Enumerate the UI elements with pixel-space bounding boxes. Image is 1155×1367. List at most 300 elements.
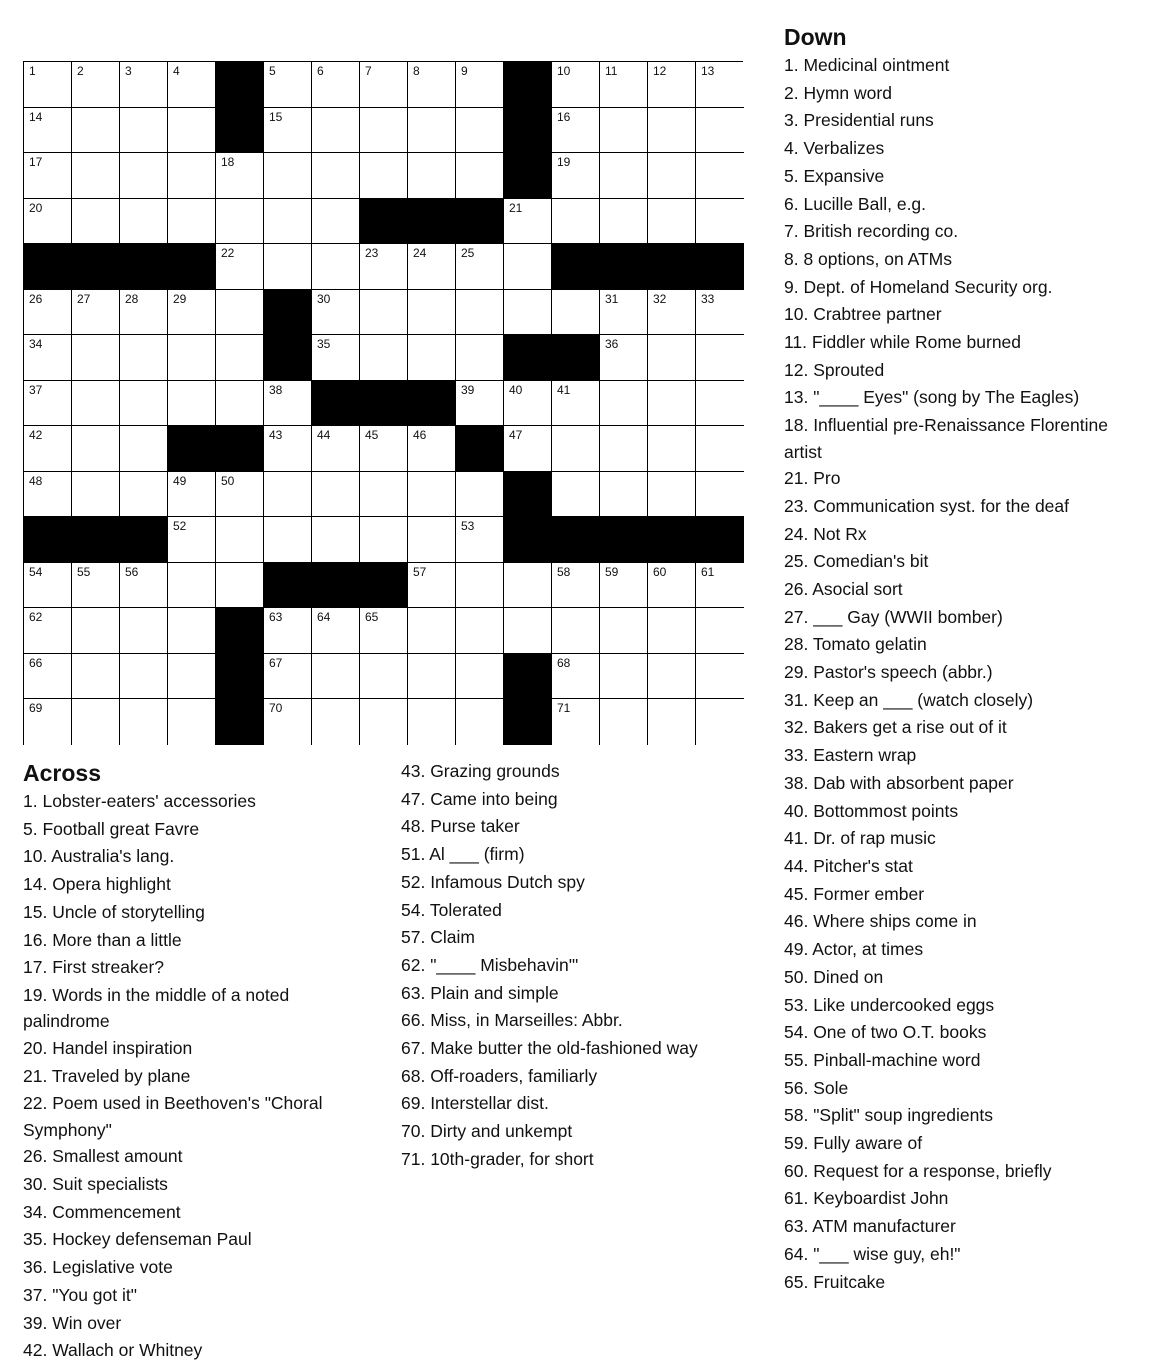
across-clue[interactable]: 16. More than a little [23,929,182,950]
grid-cell[interactable] [504,381,552,427]
down-clue[interactable]: 27. ___ Gay (WWII bomber) [784,606,1003,627]
grid-cell[interactable] [168,517,216,563]
down-clue[interactable]: 41. Dr. of rap music [784,828,936,849]
grid-cell[interactable] [120,62,168,108]
grid-cell[interactable] [120,335,168,381]
grid-cell[interactable] [456,608,504,654]
grid-cell[interactable] [264,472,312,518]
grid-cell[interactable] [456,563,504,609]
grid-cell[interactable] [408,426,456,472]
grid-cell[interactable] [552,699,600,745]
across-clue[interactable]: 48. Purse taker [401,816,520,837]
across-clue[interactable]: 43. Grazing grounds [401,761,560,781]
grid-cell[interactable] [504,199,552,245]
grid-cell[interactable] [552,426,600,472]
grid-cell[interactable] [456,108,504,154]
cell-number: 6 [317,64,324,78]
grid-cell[interactable] [168,108,216,154]
grid-block [72,517,120,563]
across-clue[interactable]: 66. Miss, in Marseilles: Abbr. [401,1010,623,1031]
cell-number: 17 [29,155,43,170]
grid-cell[interactable] [216,290,264,336]
grid-cell[interactable] [648,472,696,518]
grid-block [168,426,216,472]
grid-cell[interactable] [456,153,504,199]
across-clue[interactable]: 35. Hockey defenseman Paul [23,1229,252,1250]
grid-cell[interactable] [696,381,744,427]
grid-cell[interactable] [360,335,408,381]
down-clue[interactable]: 63. ATM manufacturer [784,1216,956,1237]
grid-block [504,472,552,518]
grid-cell[interactable] [312,153,360,199]
across-clue[interactable]: 20. Handel inspiration [23,1037,193,1058]
grid-cell[interactable] [72,153,120,199]
grid-cell[interactable] [360,153,408,199]
across-clue[interactable]: 63. Plain and simple [401,982,559,1003]
grid-cell[interactable] [600,153,648,199]
grid-cell[interactable] [168,563,216,609]
grid-cell[interactable] [696,563,744,609]
grid-cell[interactable] [120,199,168,245]
across-clue[interactable]: 69. Interstellar dist. [401,1093,549,1114]
across-clue[interactable]: 71. 10th-grader, for short [401,1148,594,1169]
cell-number: 24 [413,246,427,261]
grid-cell[interactable] [120,654,168,700]
down-clue[interactable]: 53. Like undercooked eggs [784,994,995,1015]
grid-block [600,244,648,290]
across-clue[interactable]: 34. Commencement [23,1201,181,1222]
down-clue[interactable]: 45. Former ember [784,883,925,904]
grid-cell[interactable] [696,654,744,700]
grid-cell[interactable] [264,62,312,108]
grid-cell[interactable] [552,153,600,199]
across-clue[interactable]: 67. Make butter the old-fashioned way [401,1038,698,1059]
grid-cell[interactable] [504,244,552,290]
grid-cell[interactable] [264,654,312,700]
down-clue[interactable]: 49. Actor, at times [784,939,924,960]
cell-number: 5 [269,64,276,78]
grid-cell[interactable] [552,199,600,245]
grid-cell[interactable] [696,153,744,199]
grid-cell[interactable] [648,290,696,336]
grid-cell[interactable] [552,472,600,518]
grid-block [696,517,744,563]
down-clue[interactable]: 40. Bottommost points [784,800,959,821]
grid-cell[interactable] [360,517,408,563]
grid-cell[interactable] [360,244,408,290]
grid-cell[interactable] [552,608,600,654]
grid-cell[interactable] [312,335,360,381]
grid-cell[interactable] [72,699,120,745]
cell-number: 37 [29,382,43,397]
grid-cell[interactable] [168,699,216,745]
grid-cell[interactable] [312,654,360,700]
grid-cell[interactable] [120,699,168,745]
grid-cell[interactable] [24,699,72,745]
grid-cell[interactable] [312,244,360,290]
grid-cell[interactable] [312,608,360,654]
down-clue[interactable]: 60. Request for a response, briefly [784,1160,1052,1181]
grid-cell[interactable] [648,153,696,199]
cell-number: 50 [221,473,235,488]
grid-cell[interactable] [648,199,696,245]
down-clue[interactable]: 4. Verbalizes [784,138,885,159]
across-clue[interactable]: 68. Off-roaders, familiarly [401,1065,598,1086]
cell-number: 39 [461,382,475,397]
down-clue[interactable]: 31. Keep an ___ (watch closely) [784,689,1034,710]
grid-cell[interactable] [264,426,312,472]
grid-cell[interactable] [168,472,216,518]
grid-cell[interactable] [24,153,72,199]
across-clue[interactable]: 36. Legislative vote [23,1257,173,1278]
grid-cell[interactable] [24,108,72,154]
grid-block [408,199,456,245]
grid-cell[interactable] [264,108,312,154]
grid-cell[interactable] [216,563,264,609]
grid-cell[interactable] [456,517,504,563]
grid-cell[interactable] [600,62,648,108]
grid-cell[interactable] [600,699,648,745]
down-clue[interactable]: 10. Crabtree partner [784,304,942,325]
down-clue[interactable]: 55. Pinball-machine word [784,1049,981,1070]
grid-cell[interactable] [72,426,120,472]
down-clue[interactable]: 9. Dept. of Homeland Security org. [784,276,1053,297]
grid-cell[interactable] [360,290,408,336]
grid-cell[interactable] [696,290,744,336]
grid-cell[interactable] [120,381,168,427]
grid-cell[interactable] [600,472,648,518]
grid-cell[interactable] [696,699,744,745]
cell-number: 68 [557,655,571,670]
across-clue[interactable]: 52. Infamous Dutch spy [401,871,585,892]
across-clue[interactable]: 15. Uncle of storytelling [23,901,205,922]
grid-cell[interactable] [216,335,264,381]
grid-cell[interactable] [264,517,312,563]
grid-cell[interactable] [696,335,744,381]
grid-cell[interactable] [408,290,456,336]
grid-cell[interactable] [264,381,312,427]
grid-cell[interactable] [552,290,600,336]
grid-cell[interactable] [696,108,744,154]
grid-cell[interactable] [168,381,216,427]
grid-cell[interactable] [408,244,456,290]
cell-number: 2 [77,64,84,78]
cell-number: 57 [413,564,427,579]
cell-number: 62 [29,610,43,625]
grid-cell[interactable] [168,608,216,654]
grid-cell[interactable] [600,108,648,154]
down-clue[interactable]: 23. Communication syst. for the deaf [784,495,1069,516]
grid-block [648,517,696,563]
grid-cell[interactable] [360,472,408,518]
across-clue[interactable]: 19. Words in the middle of a noted palindrome [23,984,290,1032]
grid-cell[interactable] [360,608,408,654]
down-clue[interactable]: 28. Tomato gelatin [784,634,927,655]
grid-cell[interactable] [552,62,600,108]
grid-cell[interactable] [648,426,696,472]
grid-cell[interactable] [24,608,72,654]
grid-cell[interactable] [72,335,120,381]
cell-number: 70 [269,701,283,716]
across-clue[interactable]: 39. Win over [23,1312,122,1333]
grid-cell[interactable] [264,199,312,245]
grid-cell[interactable] [552,654,600,700]
grid-cell[interactable] [648,654,696,700]
grid-cell[interactable] [24,426,72,472]
grid-cell[interactable] [168,290,216,336]
down-clue[interactable]: 61. Keyboardist John [784,1188,949,1209]
grid-block [264,563,312,609]
across-clue[interactable]: 22. Poem used in Beethoven's "Choral Symphony" [23,1093,323,1140]
grid-cell[interactable] [360,108,408,154]
grid-cell[interactable] [168,62,216,108]
down-clue[interactable]: 56. Sole [784,1077,849,1098]
grid-cell[interactable] [312,62,360,108]
grid-cell[interactable] [168,199,216,245]
grid-cell[interactable] [216,153,264,199]
across-clue[interactable]: 54. Tolerated [401,899,502,920]
grid-cell[interactable] [312,108,360,154]
grid-cell[interactable] [648,62,696,108]
across-clue[interactable]: 17. First streaker? [23,957,165,978]
grid-cell[interactable] [168,654,216,700]
across-clue[interactable]: 21. Traveled by plane [23,1065,191,1086]
grid-cell[interactable] [360,699,408,745]
down-clue[interactable]: 54. One of two O.T. books [784,1022,987,1043]
grid-cell[interactable] [120,108,168,154]
grid-cell[interactable] [72,62,120,108]
grid-cell[interactable] [456,699,504,745]
grid-cell[interactable] [696,426,744,472]
across-clue[interactable]: 62. "____ Misbehavin'" [401,954,579,975]
across-clue[interactable]: 70. Dirty and unkempt [401,1121,573,1142]
grid-cell[interactable] [168,335,216,381]
grid-cell[interactable] [504,608,552,654]
grid-cell[interactable] [24,472,72,518]
down-clue[interactable]: 38. Dab with absorbent paper [784,772,1014,793]
grid-cell[interactable] [648,381,696,427]
grid-cell[interactable] [264,608,312,654]
down-clue[interactable]: 26. Asocial sort [784,578,903,599]
across-clue[interactable]: 57. Claim [401,927,475,948]
grid-cell[interactable] [600,563,648,609]
across-clue[interactable]: 10. Australia's lang. [23,846,175,867]
grid-cell[interactable] [696,62,744,108]
across-clue[interactable]: 47. Came into being [401,788,558,809]
grid-block [600,517,648,563]
grid-cell[interactable] [600,290,648,336]
down-clue[interactable]: 5. Expansive [784,165,885,186]
down-clue[interactable]: 18. Influential pre-Renaissance Florentine artist [784,415,1108,462]
grid-cell[interactable] [552,563,600,609]
grid-cell[interactable] [600,335,648,381]
grid-cell[interactable] [456,654,504,700]
grid-cell[interactable] [600,426,648,472]
grid-cell[interactable] [120,472,168,518]
grid-block [504,699,552,745]
grid-cell[interactable] [72,472,120,518]
grid-cell[interactable] [168,153,216,199]
grid-cell[interactable] [360,654,408,700]
grid-cell[interactable] [312,472,360,518]
down-clue[interactable]: 21. Pro [784,468,841,489]
across-clue[interactable]: 5. Football great Favre [23,818,200,839]
grid-cell[interactable] [216,199,264,245]
grid-cell[interactable] [120,608,168,654]
grid-cell[interactable] [312,426,360,472]
grid-cell[interactable] [648,335,696,381]
grid-cell[interactable] [120,563,168,609]
grid-cell[interactable] [600,381,648,427]
grid-block [72,244,120,290]
grid-cell[interactable] [696,608,744,654]
grid-cell[interactable] [24,381,72,427]
grid-cell[interactable] [216,517,264,563]
down-clue[interactable]: 64. "___ wise guy, eh!" [784,1243,961,1264]
grid-cell[interactable] [312,699,360,745]
grid-cell[interactable] [408,699,456,745]
grid-cell[interactable] [456,244,504,290]
down-clue[interactable]: 46. Where ships come in [784,911,977,932]
down-clue[interactable]: 8. 8 options, on ATMs [784,248,952,269]
grid-cell[interactable] [648,608,696,654]
grid-cell[interactable] [552,108,600,154]
down-clue[interactable]: 33. Eastern wrap [784,745,917,766]
grid-cell[interactable] [648,699,696,745]
down-clue[interactable]: 24. Not Rx [784,523,867,544]
down-clue[interactable]: 12. Sprouted [784,359,885,380]
grid-cell[interactable] [408,517,456,563]
grid-cell[interactable] [216,472,264,518]
down-clue[interactable]: 3. Presidential runs [784,110,934,131]
down-clue[interactable]: 44. Pitcher's stat [784,855,913,876]
grid-cell[interactable] [456,472,504,518]
grid-cell[interactable] [120,426,168,472]
down-clue[interactable]: 11. Fiddler while Rome burned [784,332,1022,353]
grid-cell[interactable] [696,472,744,518]
grid-cell[interactable] [696,199,744,245]
grid-cell[interactable] [72,381,120,427]
grid-cell[interactable] [264,244,312,290]
cell-number: 58 [557,564,571,579]
across-clue[interactable]: 30. Suit specialists [23,1174,168,1195]
grid-cell[interactable] [408,608,456,654]
grid-cell[interactable] [504,290,552,336]
grid-cell[interactable] [72,563,120,609]
grid-block [504,108,552,154]
grid-cell[interactable] [408,472,456,518]
grid-cell[interactable] [264,153,312,199]
grid-block [216,108,264,154]
grid-cell[interactable] [24,290,72,336]
grid-cell[interactable] [408,654,456,700]
cell-number: 1 [29,64,36,78]
down-clue[interactable]: 7. British recording co. [784,221,959,242]
grid-cell[interactable] [456,335,504,381]
down-clue[interactable]: 32. Bakers get a rise out of it [784,717,1007,738]
grid-cell[interactable] [456,290,504,336]
grid-cell[interactable] [408,153,456,199]
down-clue[interactable]: 25. Comedian's bit [784,551,929,572]
down-clue[interactable]: 58. "Split" soup ingredients [784,1105,993,1126]
grid-block [216,62,264,108]
grid-cell[interactable] [24,335,72,381]
grid-block [24,517,72,563]
grid-cell[interactable] [408,108,456,154]
cell-number: 69 [29,701,43,716]
across-clue[interactable]: 42. Wallach or Whitney [23,1340,203,1361]
down-clue[interactable]: 50. Dined on [784,966,884,987]
grid-cell[interactable] [408,563,456,609]
down-clue[interactable]: 65. Fruitcake [784,1271,886,1292]
grid-cell[interactable] [216,244,264,290]
grid-cell[interactable] [72,290,120,336]
grid-cell[interactable] [120,290,168,336]
grid-cell[interactable] [648,563,696,609]
across-clue[interactable]: 37. "You got it" [23,1284,137,1305]
cell-number: 47 [509,428,523,443]
grid-cell[interactable] [72,608,120,654]
grid-cell[interactable] [72,199,120,245]
grid-cell[interactable] [360,426,408,472]
grid-cell[interactable] [504,426,552,472]
grid-block [264,290,312,336]
grid-cell[interactable] [72,654,120,700]
cell-number: 67 [269,655,283,670]
across-clue[interactable]: 51. Al ___ (firm) [401,844,525,865]
grid-cell[interactable] [600,608,648,654]
across-clue[interactable]: 1. Lobster-eaters' accessories [23,791,256,811]
grid-cell[interactable] [24,654,72,700]
across-clue[interactable]: 14. Opera highlight [23,874,171,895]
grid-cell[interactable] [312,290,360,336]
down-clue[interactable]: 13. "____ Eyes" (song by The Eagles) [784,387,1080,408]
grid-cell[interactable] [552,381,600,427]
grid-block [216,426,264,472]
grid-cell[interactable] [456,381,504,427]
cell-number: 28 [125,291,139,306]
down-clue[interactable]: 6. Lucille Ball, e.g. [784,193,927,214]
grid-cell[interactable] [360,62,408,108]
down-clue[interactable]: 1. Medicinal ointment [784,55,950,75]
grid-cell[interactable] [120,153,168,199]
grid-block [120,244,168,290]
cell-number: 52 [173,519,187,534]
grid-cell[interactable] [216,381,264,427]
across-clue[interactable]: 26. Smallest amount [23,1146,183,1167]
down-clue[interactable]: 2. Hymn word [784,82,892,103]
grid-cell[interactable] [600,199,648,245]
grid-cell[interactable] [600,654,648,700]
grid-cell[interactable] [648,108,696,154]
grid-cell[interactable] [408,335,456,381]
across-heading: Across [23,760,101,786]
grid-cell[interactable] [24,563,72,609]
down-clue[interactable]: 59. Fully aware of [784,1133,923,1154]
grid-cell[interactable] [456,62,504,108]
grid-cell[interactable] [312,199,360,245]
grid-cell[interactable] [72,108,120,154]
grid-cell[interactable] [24,62,72,108]
grid-cell[interactable] [408,62,456,108]
grid-block [552,335,600,381]
grid-cell[interactable] [312,517,360,563]
grid-cell[interactable] [264,699,312,745]
grid-cell[interactable] [24,199,72,245]
cell-number: 48 [29,473,43,488]
grid-cell[interactable] [504,563,552,609]
down-clue[interactable]: 29. Pastor's speech (abbr.) [784,662,993,683]
